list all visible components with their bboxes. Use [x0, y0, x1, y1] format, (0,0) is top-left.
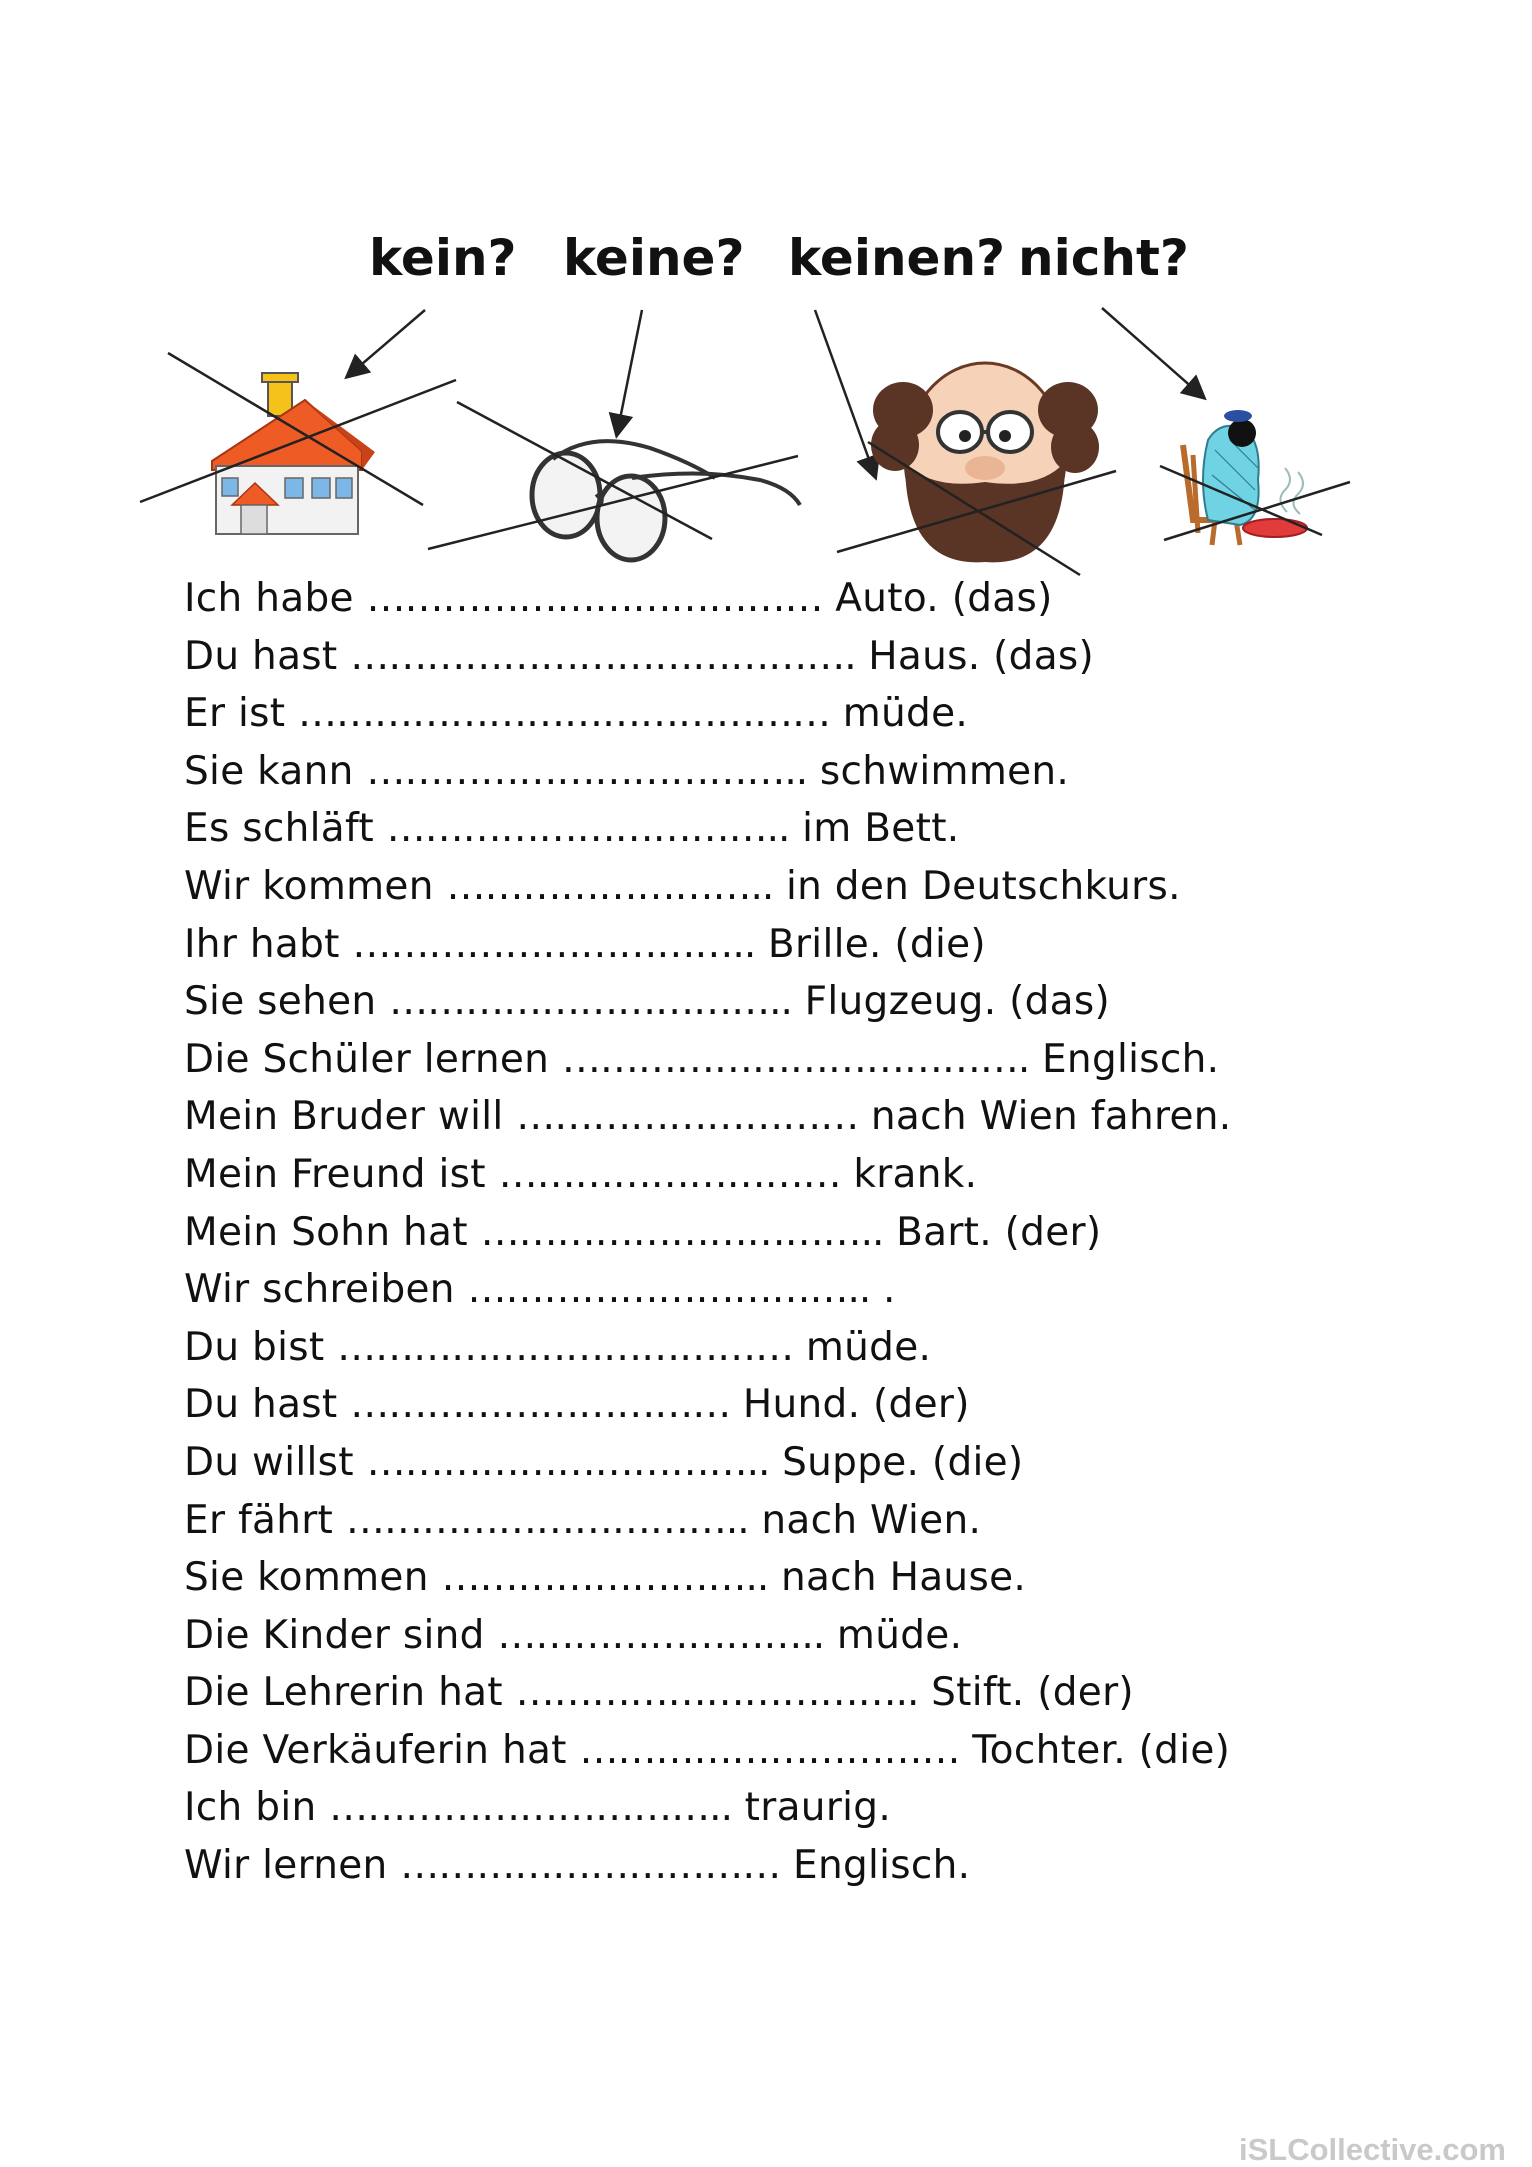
blank-gap[interactable]: ……………………..: [497, 1612, 825, 1658]
exercise-sentence: [184, 1088, 1384, 1146]
sentence-start: Die Lehrerin hat: [184, 1670, 503, 1716]
blank-gap[interactable]: ………………………………….: [350, 633, 856, 679]
blank-gap[interactable]: …………………………..: [352, 921, 756, 967]
exercise-sentence: [184, 1779, 1384, 1837]
sentence-start: Wir schreiben: [184, 1267, 455, 1313]
sick-person-icon: [1160, 410, 1350, 545]
blank-gap[interactable]: …………………………: [400, 1843, 781, 1889]
sentence-end: Hund. (der): [742, 1382, 970, 1428]
arrow-keine: [617, 310, 642, 434]
blank-gap[interactable]: ……………………………….: [561, 1036, 1030, 1082]
blank-gap[interactable]: …………………………: [579, 1727, 960, 1773]
blank-gap[interactable]: …………………………: [350, 1382, 731, 1428]
blank-gap[interactable]: …………………………..: [480, 1209, 884, 1255]
blank-gap[interactable]: …………………………..: [386, 806, 790, 852]
blank-gap[interactable]: ……………………..: [446, 863, 774, 909]
sentence-start: Die Kinder sind: [184, 1612, 485, 1658]
sentence-start: Ich bin: [184, 1785, 317, 1831]
exercise-sentence: [184, 685, 1384, 743]
arrow-kein: [348, 310, 425, 376]
watermark: iSLCollective.com: [1238, 2132, 1506, 2167]
blank-gap[interactable]: …………………………..: [515, 1670, 919, 1716]
blank-gap[interactable]: …………………………..: [389, 979, 792, 1025]
sentence-start: Wir kommen: [184, 863, 434, 909]
sentence-start: Mein Sohn hat: [184, 1209, 468, 1255]
sentence-start: Sie kommen: [184, 1555, 429, 1601]
blank-gap[interactable]: ………………………: [498, 1151, 841, 1197]
exercise-sentence: [184, 570, 1384, 628]
sentence-start: Mein Freund ist: [184, 1151, 486, 1197]
pictures-area: [0, 0, 1532, 600]
exercise-sentence: [184, 1722, 1384, 1780]
exercise-sentence: [184, 916, 1384, 974]
sentence-end: müde.: [836, 1612, 963, 1658]
blank-gap[interactable]: …………………………..: [345, 1497, 749, 1543]
exercise-sentence: [184, 1319, 1384, 1377]
arrow-nicht: [1102, 308, 1203, 397]
blank-gap[interactable]: ……………………………..: [366, 748, 808, 794]
sentence-end: im Bett.: [802, 806, 960, 852]
exercise-sentence: [184, 1434, 1384, 1492]
sentence-end: müde.: [805, 1324, 932, 1370]
exercise-sentence: [184, 1376, 1384, 1434]
exercise-sentence: [184, 1492, 1384, 1550]
sentence-end: nach Wien fahren.: [870, 1094, 1232, 1140]
exercise-sentences: [184, 570, 1384, 1895]
sentence-end: Flugzeug. (das): [804, 979, 1111, 1025]
sentence-start: Du hast: [184, 1382, 338, 1428]
option-kein: kein?: [369, 229, 517, 287]
exercise-sentence: [184, 1664, 1384, 1722]
sentence-start: Sie sehen: [184, 979, 377, 1025]
sentence-start: Wir lernen: [184, 1843, 388, 1889]
sentence-end: .: [883, 1267, 896, 1313]
sentence-start: Ihr habt: [184, 921, 340, 967]
sentence-end: nach Hause.: [780, 1555, 1027, 1601]
sentence-end: Haus. (das): [868, 633, 1095, 679]
sentence-start: Die Schüler lernen: [184, 1036, 550, 1082]
sentence-start: Er fährt: [184, 1497, 334, 1543]
exercise-sentence: [184, 628, 1384, 686]
sentence-start: Die Verkäuferin hat: [184, 1727, 567, 1773]
sentence-start: Du willst: [184, 1439, 354, 1485]
sentence-end: Auto. (das): [835, 576, 1053, 621]
sentence-end: müde.: [842, 691, 969, 737]
sentence-start: Er ist: [184, 691, 286, 737]
exercise-sentence: [184, 1146, 1384, 1204]
sentence-end: krank.: [853, 1151, 978, 1197]
exercise-sentence: [184, 973, 1384, 1031]
sentence-start: Sie kann: [184, 748, 354, 794]
sentence-start: Es schläft: [184, 806, 374, 852]
house-icon: [140, 353, 456, 534]
sentence-end: Englisch.: [1041, 1036, 1220, 1082]
sentence-end: Suppe. (die): [782, 1439, 1024, 1485]
sentence-end: Bart. (der): [896, 1209, 1102, 1255]
exercise-sentence: [184, 1549, 1384, 1607]
exercise-sentence: [184, 1261, 1384, 1319]
option-keinen: keinen?: [788, 229, 1006, 287]
sentence-end: Englisch.: [793, 1843, 971, 1889]
exercise-sentence: [184, 1837, 1384, 1895]
sentence-start: Du bist: [184, 1324, 325, 1370]
option-nicht: nicht?: [1018, 229, 1189, 287]
sentence-end: schwimmen.: [819, 748, 1070, 794]
exercise-sentence: [184, 800, 1384, 858]
sentence-start: Du hast: [184, 633, 338, 679]
blank-gap[interactable]: …………………………..: [467, 1267, 871, 1313]
exercise-sentence: [184, 1607, 1384, 1665]
blank-gap[interactable]: ………………………: [516, 1094, 859, 1140]
sentence-end: Brille. (die): [767, 921, 986, 967]
sentence-end: Tochter. (die): [972, 1727, 1231, 1773]
sentence-end: nach Wien.: [761, 1497, 982, 1543]
blank-gap[interactable]: …………………………..: [366, 1439, 770, 1485]
option-keine: keine?: [563, 229, 745, 287]
blank-gap[interactable]: …………………………..: [329, 1785, 732, 1831]
blank-gap[interactable]: ………………………………: [366, 576, 823, 621]
sentence-start: Ich habe: [184, 576, 354, 621]
arrow-keinen: [815, 310, 875, 476]
blank-gap[interactable]: ……………………..: [441, 1555, 769, 1601]
bearded-man-icon: [837, 310, 1116, 575]
glasses-icon: [428, 402, 800, 560]
exercise-sentence: [184, 743, 1384, 801]
exercise-sentence: [184, 858, 1384, 916]
exercise-sentence: [184, 1204, 1384, 1262]
sentence-end: in den Deutschkurs.: [785, 863, 1181, 909]
sentence-end: traurig.: [744, 1785, 892, 1831]
exercise-sentence: [184, 1031, 1384, 1089]
blank-gap[interactable]: ……………………………………: [298, 691, 831, 737]
sentence-start: Mein Bruder will: [184, 1094, 504, 1140]
sentence-end: Stift. (der): [931, 1670, 1134, 1716]
blank-gap[interactable]: ………………………………: [337, 1324, 794, 1370]
